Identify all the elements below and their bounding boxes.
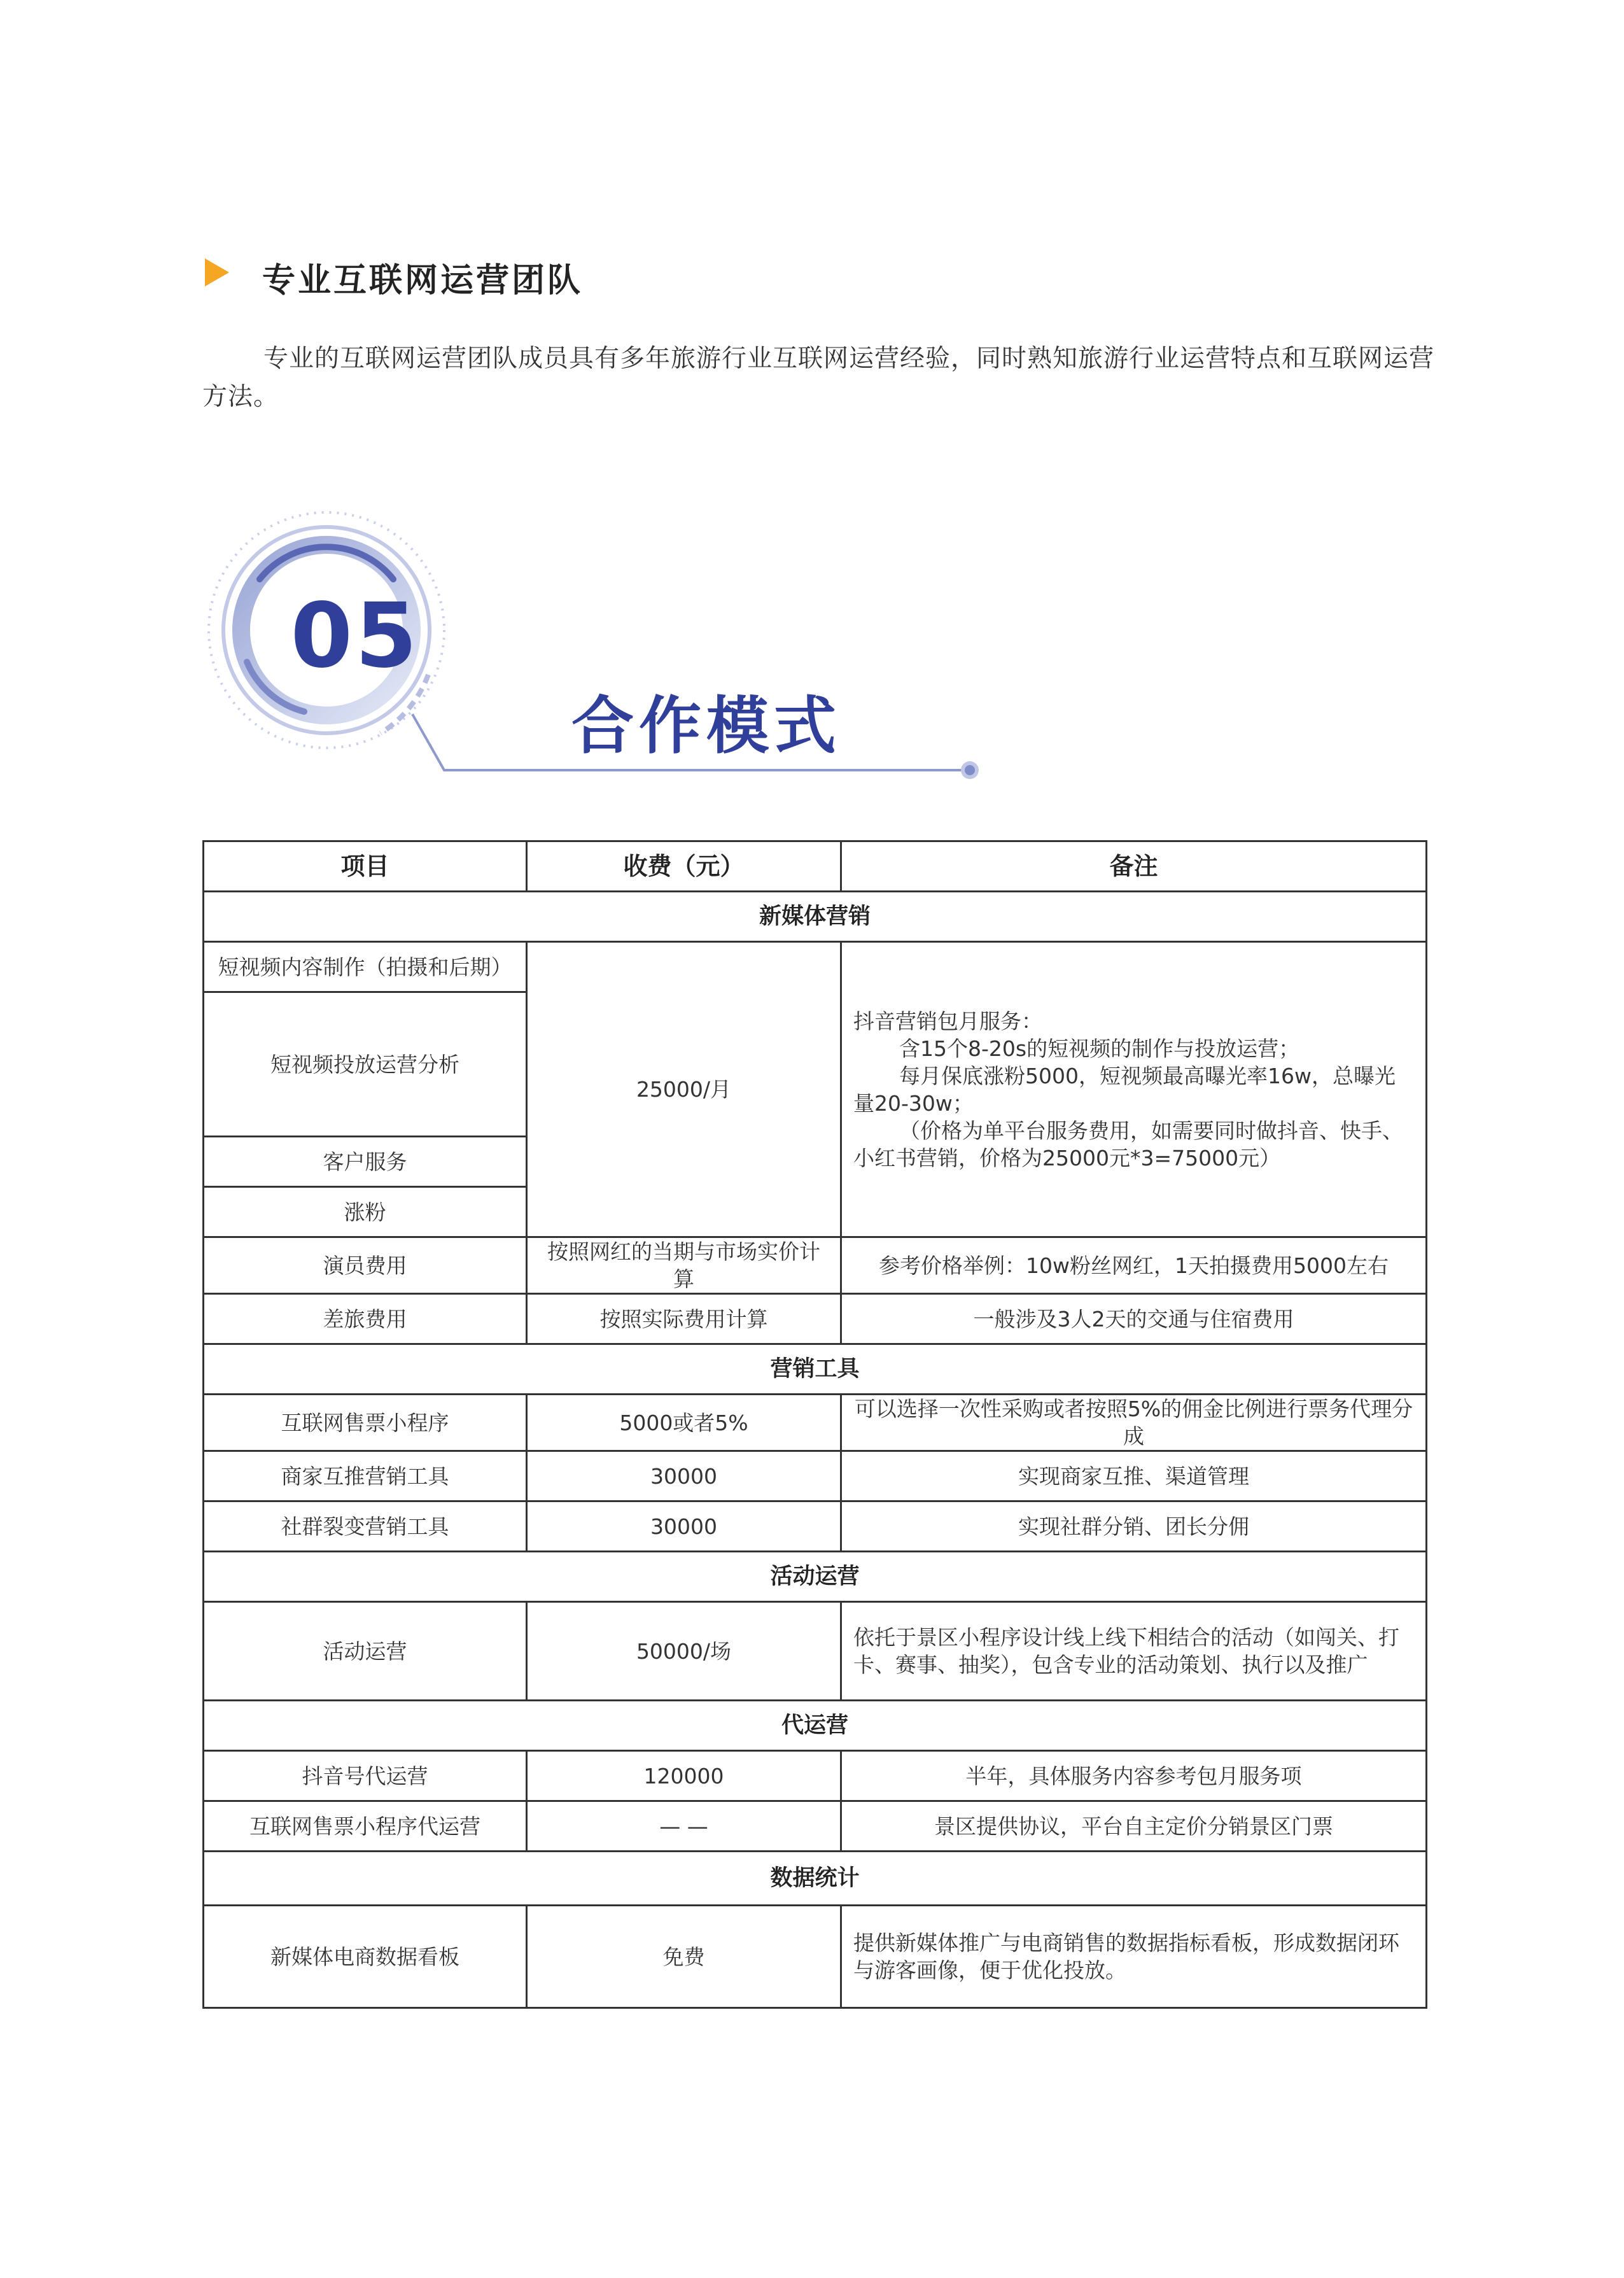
note-cell: 提供新媒体推广与电商销售的数据指标看板，形成数据闭环与游客画像，便于优化投放。 [841,1906,1427,2008]
note-cell: 实现商家互推、渠道管理 [841,1451,1427,1501]
item-cell: 互联网售票小程序 [204,1395,527,1451]
chapter-number: 05 [290,584,420,688]
table-row [204,1451,1427,1501]
fee-cell: 免费 [527,1906,841,2008]
fee-cell: 30000 [527,1501,841,1552]
fee-cell: 按照网红的当期与市场实价计算 [527,1237,841,1294]
table-row [204,1395,1427,1451]
table-row [204,1602,1427,1701]
header-note: 备注 [841,841,1427,892]
item-cell: 差旅费用 [204,1294,527,1344]
item-cell: 短视频内容制作（拍摄和后期） [204,942,527,992]
table-row [204,1501,1427,1552]
section-heading: 专业互联网运营团队 [262,262,584,300]
group-title: 新媒体营销 [204,892,1427,942]
table-row [204,1906,1427,2008]
section-paragraph: 专业的互联网运营团队成员具有多年旅游行业互联网运营经验，同时熟知旅游行业运营特点和互联网运营方法。 [202,344,1435,411]
item-cell: 客户服务 [204,1137,527,1187]
group-row [204,1852,1427,1906]
item-cell: 活动运营 [204,1602,527,1701]
chapter-badge [202,509,1030,783]
note-line: （价格为单平台服务费用，如需要同时做抖音、快手、小红书营销，价格为25000元*3=75000元） [853,1118,1403,1171]
table-row [204,1751,1427,1801]
fee-cell: — — [527,1801,841,1852]
group-title: 营销工具 [204,1344,1427,1395]
header-item: 项目 [204,841,527,892]
item-cell: 涨粉 [204,1187,527,1237]
note-cell: 半年，具体服务内容参考包月服务项 [841,1751,1427,1801]
note-line: 每月保底涨粉5000，短视频最高曝光率16w，总曝光量20-30w； [853,1063,1396,1116]
item-cell: 抖音号代运营 [204,1751,527,1801]
note-cell: 实现社群分销、团长分佣 [841,1501,1427,1552]
table-header-row [204,841,1427,892]
item-cell: 社群裂变营销工具 [204,1501,527,1552]
group-row [204,1344,1427,1395]
note-cell: 依托于景区小程序设计线上线下相结合的活动（如闯关、打卡、赛事、抽奖），包含专业的活动策划、执行以及推广 [841,1602,1427,1701]
fee-cell: 按照实际费用计算 [527,1294,841,1344]
table-row [204,1294,1427,1344]
note-cell: 一般涉及3人2天的交通与住宿费用 [841,1294,1427,1344]
item-cell: 演员费用 [204,1237,527,1294]
group-row [204,1552,1427,1602]
table-row [204,1801,1427,1852]
item-cell: 新媒体电商数据看板 [204,1906,527,2008]
note-line: 含15个8-20s的短视频的制作与投放运营； [899,1036,1300,1061]
group-title: 代运营 [204,1701,1427,1751]
note-line: 抖音营销包月服务： [853,1008,1042,1034]
group-row [204,1701,1427,1751]
item-cell: 商家互推营销工具 [204,1451,527,1501]
note-cell: 参考价格举例：10w粉丝网红，1天拍摄费用5000左右 [841,1237,1427,1294]
fee-cell: 25000/月 [527,942,841,1237]
table-row [204,942,1427,992]
chapter-title: 合作模式 [571,690,842,763]
pricing-table [202,840,1427,2009]
note-cell [841,942,1427,1237]
item-cell: 短视频投放运营分析 [204,992,527,1137]
group-title: 活动运营 [204,1552,1427,1602]
fee-cell: 50000/场 [527,1602,841,1701]
fee-cell: 30000 [527,1451,841,1501]
table-row [204,1237,1427,1294]
fee-cell: 120000 [527,1751,841,1801]
group-title: 数据统计 [204,1852,1427,1906]
header-fee: 收费（元） [527,841,841,892]
section-bullet-icon [205,258,229,286]
group-row [204,892,1427,942]
note-cell: 景区提供协议，平台自主定价分销景区门票 [841,1801,1427,1852]
note-cell: 可以选择一次性采购或者按照5%的佣金比例进行票务代理分成 [841,1395,1427,1451]
fee-cell: 5000或者5% [527,1395,841,1451]
item-cell: 互联网售票小程序代运营 [204,1801,527,1852]
